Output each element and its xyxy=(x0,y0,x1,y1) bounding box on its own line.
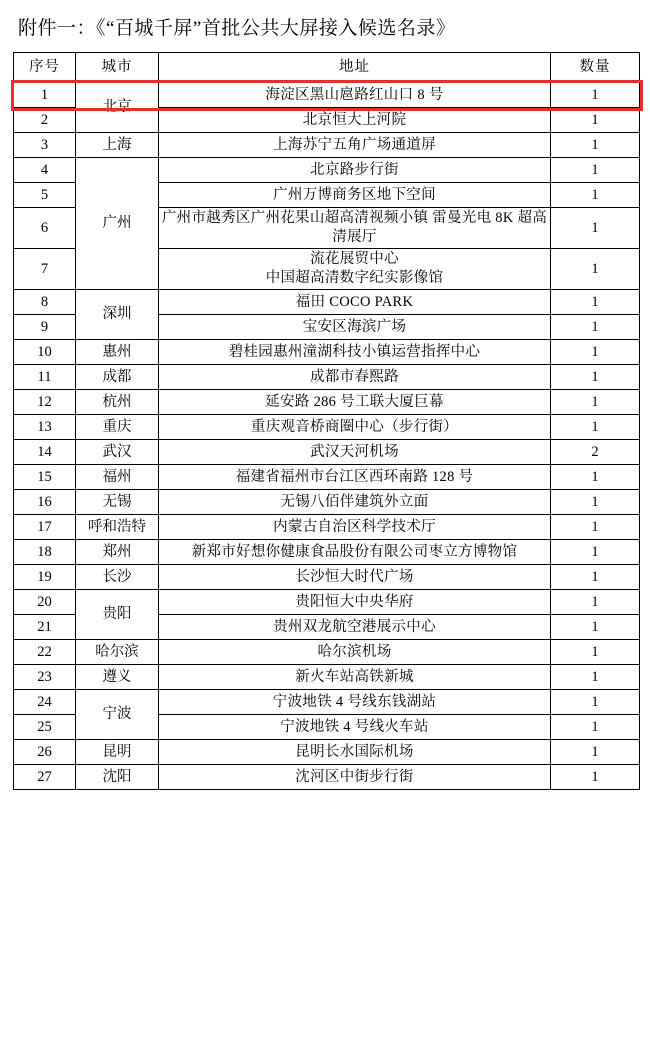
cell-quantity: 1 xyxy=(551,340,640,365)
cell-index: 7 xyxy=(14,249,76,290)
table-row xyxy=(14,565,640,590)
cell-address: 福建省福州市台江区西环南路 128 号 xyxy=(159,465,551,490)
cell-quantity: 2 xyxy=(551,440,640,465)
cell-address: 北京恒大上河院 xyxy=(159,108,551,133)
cell-index: 18 xyxy=(14,540,76,565)
cell-index: 5 xyxy=(14,183,76,208)
cell-city: 深圳 xyxy=(76,290,159,340)
table-row xyxy=(14,340,640,365)
cell-index: 19 xyxy=(14,565,76,590)
cell-city: 哈尔滨 xyxy=(76,640,159,665)
column-header-city: 城市 xyxy=(76,53,159,83)
cell-quantity: 1 xyxy=(551,365,640,390)
table-row xyxy=(14,640,640,665)
table-row xyxy=(14,158,640,183)
cell-city: 长沙 xyxy=(76,565,159,590)
cell-city: 成都 xyxy=(76,365,159,390)
cell-address: 昆明长水国际机场 xyxy=(159,740,551,765)
table-header xyxy=(14,53,640,83)
cell-city: 沈阳 xyxy=(76,765,159,790)
cell-address: 新郑市好想你健康食品股份有限公司枣立方博物馆 xyxy=(159,540,551,565)
cell-quantity: 1 xyxy=(551,740,640,765)
venue-listing-table xyxy=(13,52,640,790)
table-row xyxy=(14,390,640,415)
table-body xyxy=(14,83,640,790)
table-row xyxy=(14,665,640,690)
cell-city: 北京 xyxy=(76,83,159,133)
cell-index: 27 xyxy=(14,765,76,790)
cell-quantity: 1 xyxy=(551,540,640,565)
cell-index: 22 xyxy=(14,640,76,665)
cell-index: 8 xyxy=(14,290,76,315)
cell-quantity: 1 xyxy=(551,158,640,183)
table-row xyxy=(14,690,640,715)
cell-quantity: 1 xyxy=(551,515,640,540)
cell-address: 新火车站高铁新城 xyxy=(159,665,551,690)
cell-quantity: 1 xyxy=(551,590,640,615)
cell-quantity: 1 xyxy=(551,415,640,440)
cell-city: 郑州 xyxy=(76,540,159,565)
cell-city: 无锡 xyxy=(76,490,159,515)
cell-index: 11 xyxy=(14,365,76,390)
cell-address: 宁波地铁 4 号线东钱湖站 xyxy=(159,690,551,715)
column-header-quantity: 数量 xyxy=(551,53,640,83)
cell-index: 10 xyxy=(14,340,76,365)
cell-city: 贵阳 xyxy=(76,590,159,640)
cell-quantity: 1 xyxy=(551,208,640,249)
cell-index: 21 xyxy=(14,615,76,640)
column-header-address: 地址 xyxy=(159,53,551,83)
table-row xyxy=(14,765,640,790)
cell-city: 福州 xyxy=(76,465,159,490)
cell-quantity: 1 xyxy=(551,765,640,790)
page-title: 附件一：《“百城千屏”首批公共大屏接入候选名录》 xyxy=(18,18,456,39)
cell-city: 重庆 xyxy=(76,415,159,440)
cell-city: 惠州 xyxy=(76,340,159,365)
cell-quantity: 1 xyxy=(551,390,640,415)
cell-city: 遵义 xyxy=(76,665,159,690)
cell-city: 宁波 xyxy=(76,690,159,740)
cell-address: 长沙恒大时代广场 xyxy=(159,565,551,590)
cell-index: 16 xyxy=(14,490,76,515)
cell-address: 内蒙古自治区科学技术厅 xyxy=(159,515,551,540)
cell-quantity: 1 xyxy=(551,183,640,208)
cell-city: 上海 xyxy=(76,133,159,158)
cell-address: 广州市越秀区广州花果山超高清视频小镇 雷曼光电 8K 超高清展厅 xyxy=(159,208,551,249)
cell-address: 宝安区海滨广场 xyxy=(159,315,551,340)
cell-address: 无锡八佰伴建筑外立面 xyxy=(159,490,551,515)
cell-quantity: 1 xyxy=(551,565,640,590)
cell-index: 1 xyxy=(14,83,76,108)
cell-address: 流花展贸中心 中国超高清数字纪实影像馆 xyxy=(159,249,551,290)
cell-index: 6 xyxy=(14,208,76,249)
cell-quantity: 1 xyxy=(551,108,640,133)
cell-city: 广州 xyxy=(76,158,159,290)
cell-quantity: 1 xyxy=(551,315,640,340)
table-row xyxy=(14,740,640,765)
cell-city: 昆明 xyxy=(76,740,159,765)
cell-quantity: 1 xyxy=(551,715,640,740)
cell-address: 沈河区中街步行街 xyxy=(159,765,551,790)
cell-address: 上海苏宁五角广场通道屏 xyxy=(159,133,551,158)
table-row xyxy=(14,415,640,440)
table-row xyxy=(14,490,640,515)
cell-quantity: 1 xyxy=(551,133,640,158)
cell-index: 23 xyxy=(14,665,76,690)
cell-quantity: 1 xyxy=(551,83,640,108)
cell-address: 延安路 286 号工联大厦巨幕 xyxy=(159,390,551,415)
cell-city: 武汉 xyxy=(76,440,159,465)
table-row xyxy=(14,440,640,465)
table-row xyxy=(14,465,640,490)
cell-address: 贵州双龙航空港展示中心 xyxy=(159,615,551,640)
cell-quantity: 1 xyxy=(551,690,640,715)
cell-index: 17 xyxy=(14,515,76,540)
cell-quantity: 1 xyxy=(551,290,640,315)
table-row xyxy=(14,290,640,315)
cell-index: 26 xyxy=(14,740,76,765)
cell-address: 贵阳恒大中央华府 xyxy=(159,590,551,615)
table-row xyxy=(14,590,640,615)
cell-index: 4 xyxy=(14,158,76,183)
cell-address: 海淀区黑山扈路红山口 8 号 xyxy=(159,83,551,108)
cell-quantity: 1 xyxy=(551,615,640,640)
table-row xyxy=(14,133,640,158)
table-row xyxy=(14,515,640,540)
cell-quantity: 1 xyxy=(551,249,640,290)
cell-index: 12 xyxy=(14,390,76,415)
cell-address: 广州万博商务区地下空间 xyxy=(159,183,551,208)
cell-address: 重庆观音桥商圈中心（步行街） xyxy=(159,415,551,440)
cell-quantity: 1 xyxy=(551,465,640,490)
cell-address: 哈尔滨机场 xyxy=(159,640,551,665)
cell-index: 2 xyxy=(14,108,76,133)
cell-index: 3 xyxy=(14,133,76,158)
cell-quantity: 1 xyxy=(551,665,640,690)
cell-index: 20 xyxy=(14,590,76,615)
cell-index: 9 xyxy=(14,315,76,340)
cell-address: 成都市春熙路 xyxy=(159,365,551,390)
cell-address: 福田 COCO PARK xyxy=(159,290,551,315)
cell-address: 武汉天河机场 xyxy=(159,440,551,465)
cell-city: 杭州 xyxy=(76,390,159,415)
table-row xyxy=(14,540,640,565)
cell-address: 北京路步行街 xyxy=(159,158,551,183)
table-header-row xyxy=(14,53,640,83)
table-row xyxy=(14,365,640,390)
cell-index: 15 xyxy=(14,465,76,490)
cell-quantity: 1 xyxy=(551,490,640,515)
table-row xyxy=(14,83,640,108)
cell-quantity: 1 xyxy=(551,640,640,665)
column-header-index: 序号 xyxy=(14,53,76,83)
cell-index: 14 xyxy=(14,440,76,465)
cell-city: 呼和浩特 xyxy=(76,515,159,540)
cell-address: 碧桂园惠州潼湖科技小镇运营指挥中心 xyxy=(159,340,551,365)
cell-index: 25 xyxy=(14,715,76,740)
cell-index: 13 xyxy=(14,415,76,440)
cell-index: 24 xyxy=(14,690,76,715)
cell-address: 宁波地铁 4 号线火车站 xyxy=(159,715,551,740)
